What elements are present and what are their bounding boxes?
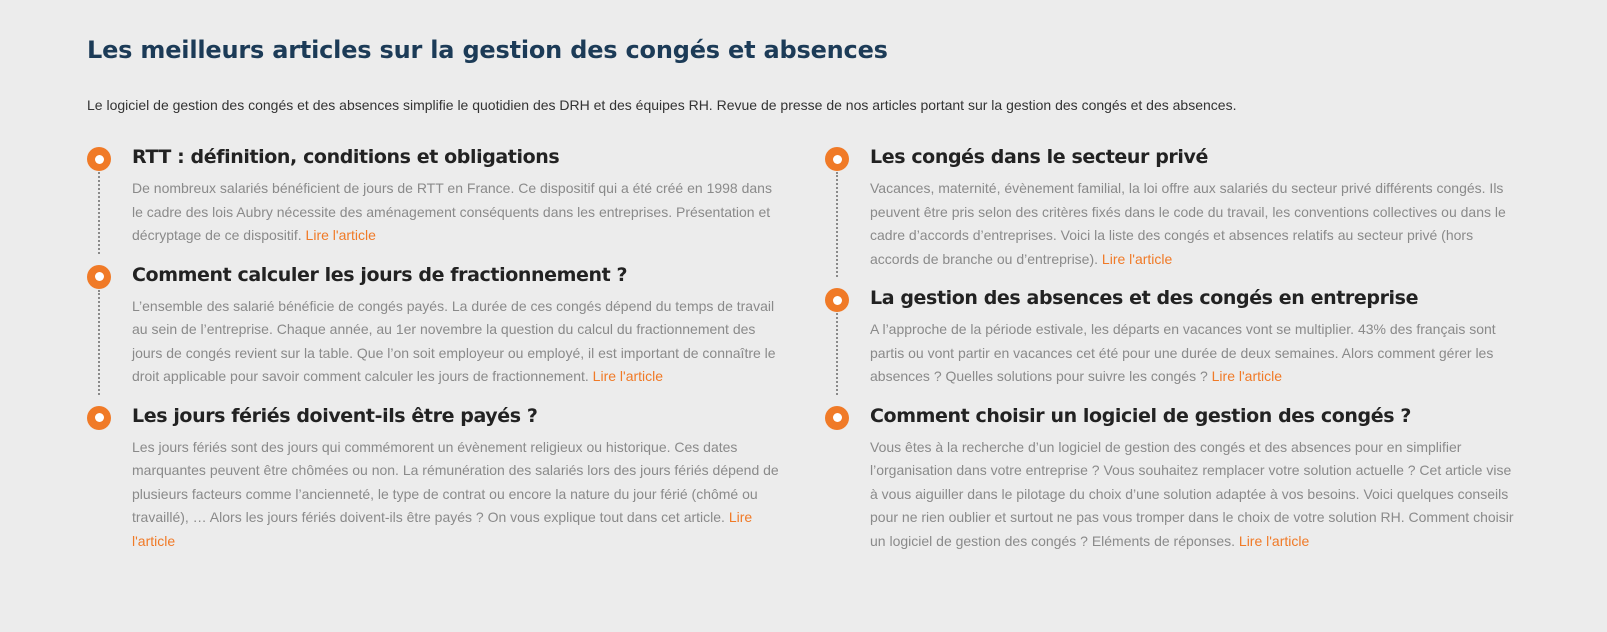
- article-title[interactable]: Les congés dans le secteur privé: [870, 146, 1208, 168]
- left-timeline: [87, 144, 787, 553]
- article-item: [87, 144, 787, 248]
- timeline-dotted-line: [836, 313, 838, 395]
- article-summary: Vous êtes à la recherche d’un logiciel de gestion des congés et des absences pour en simplifier l’organisation dans votre entreprise ? Vous souhaitez remplacer votre solution actuelle ? Cet article vise à vous aiguiller dans le pilotage du choix d’une solution adaptée à vos besoins. Voici quelques conseils pour ne rien oublier et surtout ne pas vous tromper dans le choix de votre solution RH. Comment choisir un logiciel de gestion des congés ? Eléments de réponses. Lire l'article: [870, 438, 1514, 549]
- article-title[interactable]: La gestion des absences et des congés en entreprise: [870, 287, 1419, 309]
- read-article-link[interactable]: Lire l'article: [1238, 532, 1310, 549]
- timeline-dotted-line: [98, 290, 100, 395]
- article-item: [87, 403, 787, 554]
- right-timeline: [825, 144, 1525, 553]
- read-article-link[interactable]: Lire l'article: [1101, 250, 1173, 267]
- article-summary: Vacances, maternité, évènement familial, la loi offre aux salariés du secteur privé différents congés. Ils peuvent être pris selon des critères fixés dans le code du travail, les conventions collectives ou dans le cadre d’accords d’entreprises. Voici la liste des congés et absences relatifs au secteur privé (hors accords de branche ou d’entreprise). Lire l'article: [870, 180, 1506, 267]
- article-summary: A l’approche de la période estivale, les départs en vacances vont se multiplier. 43% des français sont partis ou vont partir en vacances cet été pour une durée de deux semaines. Alors comment gérer les absences ? Quelles solutions pour suivre les congés ? Lire l'article: [870, 321, 1496, 384]
- article-title[interactable]: Comment choisir un logiciel de gestion des congés ?: [870, 404, 1411, 427]
- read-article-link[interactable]: Lire l'article: [1211, 368, 1283, 384]
- timeline-dot-icon: [825, 406, 849, 430]
- article-summary: Les jours fériés sont des jours qui commémorent un évènement religieux ou historique. Ces dates marquantes peuvent être chômées ou non. La rémunération des salariés lors des jours fériés dépend de plusieurs facteurs comme l’ancienneté, le type de contrat ou encore la nature du jour férié (chômé ou travaillé), … Alors les jours fériés doivent-ils être payés ? On vous explique tout dans cet article. Lire l'article: [132, 438, 779, 549]
- section-title: Les meilleurs articles sur la gestion des congés et absences: [87, 36, 888, 64]
- article-title[interactable]: Les jours fériés doivent-ils être payés ?: [132, 404, 538, 427]
- timeline-dotted-line: [836, 172, 838, 277]
- timeline-dot-icon: [87, 147, 111, 171]
- section-intro: Le logiciel de gestion des congés et des absences simplifie le quotidien des DRH et des équipes RH. Revue de presse de nos articles portant sur la gestion des congés et des absences.: [87, 97, 1237, 113]
- timeline-dot-icon: [825, 147, 849, 171]
- article-item: [825, 285, 1525, 389]
- article-item: [87, 262, 787, 389]
- read-article-link[interactable]: Lire l'article: [592, 368, 664, 384]
- timeline-dot-icon: [825, 288, 849, 312]
- article-title[interactable]: RTT : définition, conditions et obligations: [132, 146, 560, 168]
- read-article-link[interactable]: Lire l'article: [132, 509, 753, 549]
- article-summary: L’ensemble des salarié bénéficie de congés payés. La durée de ces congés dépend du temps de travail au sein de l’entreprise. Chaque année, au 1er novembre la question du calcul du fractionnement des jours de congés revient sur la table. Que l’on soit employeur ou employé, il est important de connaître le droit applicable pour savoir comment calculer les jours de fractionnement. Lire l'article: [132, 297, 776, 384]
- timeline-dotted-line: [98, 172, 100, 254]
- article-item: [825, 403, 1525, 554]
- timeline-dot-icon: [87, 265, 111, 289]
- article-item: [825, 144, 1525, 271]
- article-title[interactable]: Comment calculer les jours de fractionnement ?: [132, 263, 628, 286]
- timeline-dot-icon: [87, 406, 111, 430]
- article-summary: De nombreux salariés bénéficient de jours de RTT en France. Ce dispositif qui a été créé en 1998 dans le cadre des lois Aubry nécessite des aménagement conséquents dans les entreprises. Présentation et décryptage de ce dispositif. Lire l'article: [132, 180, 772, 243]
- read-article-link[interactable]: Lire l'article: [305, 227, 376, 243]
